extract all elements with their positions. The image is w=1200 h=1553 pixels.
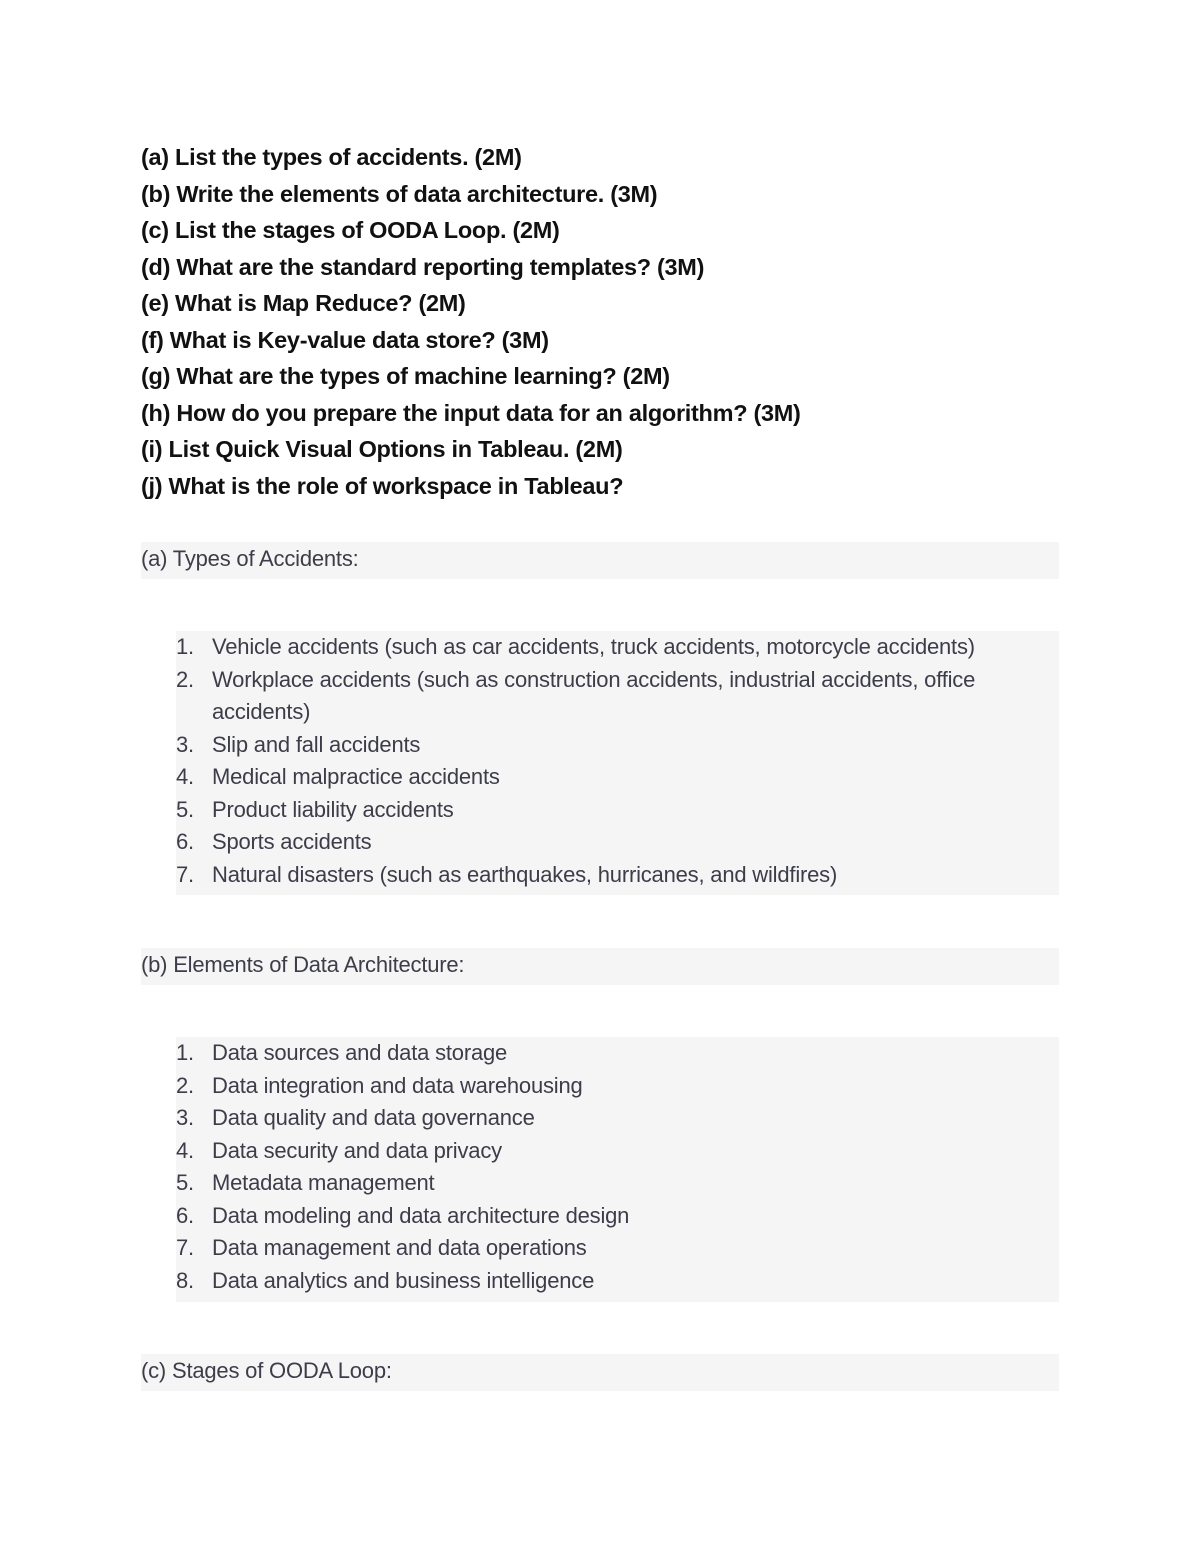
question-item: (e) What is Map Reduce? (2M) bbox=[141, 290, 466, 316]
question-list bbox=[141, 139, 1061, 504]
question-item: (d) What are the standard reporting templates? (3M) bbox=[141, 253, 705, 280]
list-item-text: Workplace accidents (such as construction accidents, industrial accidents, office accidents) bbox=[212, 666, 976, 724]
list-number: 6. bbox=[176, 829, 194, 854]
list-item-text: Data management and data operations bbox=[212, 1235, 587, 1260]
list-item bbox=[176, 631, 1059, 664]
list-number: 7. bbox=[176, 1235, 194, 1260]
list-item-text: Data security and data privacy bbox=[212, 1137, 502, 1163]
list-item bbox=[176, 794, 1059, 827]
list-number: 2. bbox=[176, 666, 194, 692]
list-number: 4. bbox=[176, 764, 194, 789]
list-number: 6. bbox=[176, 1202, 194, 1228]
list-item bbox=[176, 1135, 1059, 1168]
answer-b-list bbox=[176, 1037, 1059, 1302]
list-item bbox=[176, 761, 1059, 794]
question-item: (g) What are the types of machine learning? (2M) bbox=[141, 363, 670, 389]
list-number: 5. bbox=[176, 796, 194, 822]
question-item: (h) How do you prepare the input data for an algorithm? (3M) bbox=[141, 399, 801, 426]
list-number: 7. bbox=[176, 861, 194, 887]
question-item: (b) Write the elements of data architecture. (3M) bbox=[141, 180, 658, 207]
list-item-text: Metadata management bbox=[212, 1170, 435, 1195]
list-item-text: Product liability accidents bbox=[212, 796, 454, 822]
question-item: (c) List the stages of OODA Loop. (2M) bbox=[141, 217, 560, 243]
list-item-text: Sports accidents bbox=[212, 829, 372, 854]
list-item-text: Data modeling and data architecture design bbox=[212, 1202, 630, 1228]
answer-a-heading: (a) Types of Accidents: bbox=[141, 542, 1059, 579]
list-number: 2. bbox=[176, 1072, 194, 1098]
list-number: 3. bbox=[176, 731, 194, 757]
list-item-text: Data integration and data warehousing bbox=[212, 1072, 583, 1098]
list-item bbox=[176, 1070, 1059, 1103]
list-item-text: Natural disasters (such as earthquakes, hurricanes, and wildfires) bbox=[212, 861, 838, 887]
answer-b-heading: (b) Elements of Data Architecture: bbox=[141, 948, 1059, 985]
list-number: 8. bbox=[176, 1267, 194, 1293]
list-item bbox=[176, 1037, 1059, 1070]
list-number: 3. bbox=[176, 1105, 194, 1130]
list-item bbox=[176, 859, 1059, 892]
list-number: 1. bbox=[176, 1040, 194, 1065]
list-item bbox=[176, 1102, 1059, 1135]
list-item bbox=[176, 1265, 1059, 1298]
list-item-text: Slip and fall accidents bbox=[212, 731, 421, 757]
list-item-text: Medical malpractice accidents bbox=[212, 764, 500, 789]
answer-c-heading: (c) Stages of OODA Loop: bbox=[141, 1354, 1059, 1391]
list-item bbox=[176, 826, 1059, 859]
list-item bbox=[176, 1200, 1059, 1233]
list-number: 5. bbox=[176, 1170, 194, 1195]
list-number: 4. bbox=[176, 1137, 194, 1163]
list-item-text: Data quality and data governance bbox=[212, 1105, 535, 1130]
list-item-text: Vehicle accidents (such as car accidents, truck accidents, motorcycle accidents) bbox=[212, 634, 975, 659]
list-number: 1. bbox=[176, 634, 194, 659]
question-item: (j) What is the role of workspace in Tableau? bbox=[141, 472, 624, 499]
question-item: (i) List Quick Visual Options in Tableau. (2M) bbox=[141, 436, 623, 462]
list-item-text: Data sources and data storage bbox=[212, 1040, 508, 1065]
question-item: (f) What is Key-value data store? (3M) bbox=[141, 326, 549, 353]
answer-a-list bbox=[176, 631, 1059, 895]
list-item bbox=[176, 664, 1059, 729]
list-item bbox=[176, 1232, 1059, 1265]
list-item bbox=[176, 729, 1059, 762]
list-item bbox=[176, 1167, 1059, 1200]
list-item-text: Data analytics and business intelligence bbox=[212, 1267, 595, 1293]
question-item: (a) List the types of accidents. (2M) bbox=[141, 144, 522, 170]
